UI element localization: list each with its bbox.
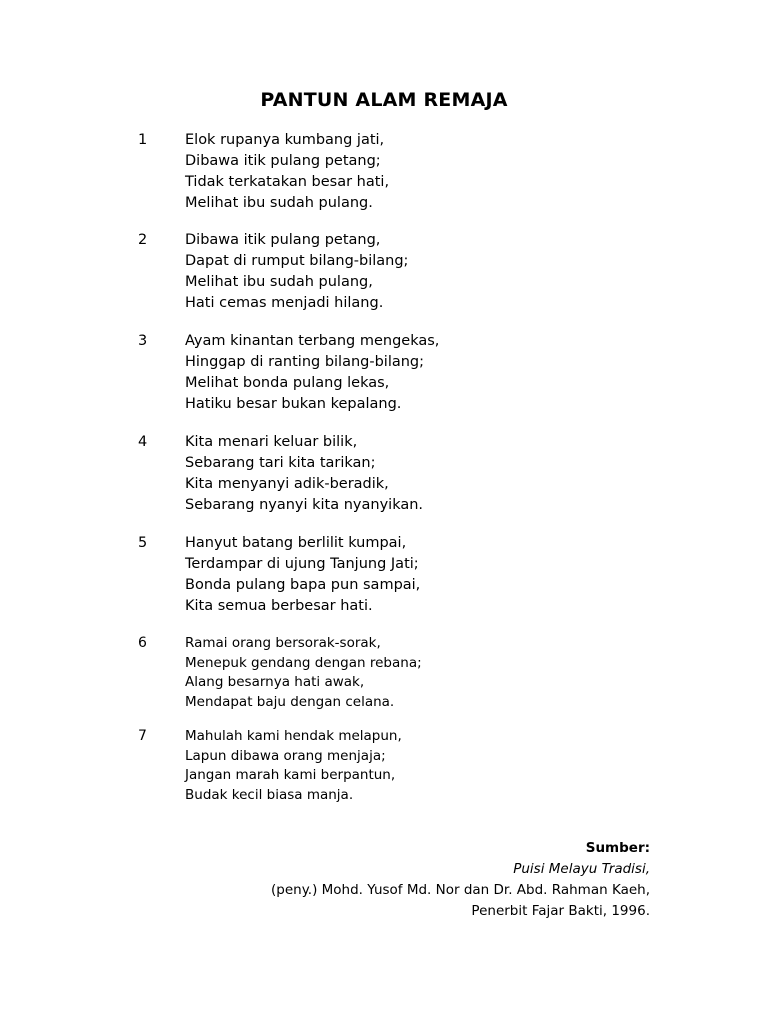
stanza-line: Melihat bonda pulang lekas, — [185, 375, 390, 391]
stanza-line: Kita menyanyi adik-beradik, — [185, 476, 389, 492]
stanza-line: Hanyut batang berlilit kumpai, — [185, 535, 407, 551]
stanza-line: Hati cemas menjadi hilang. — [185, 295, 384, 311]
stanza-number: 5 — [138, 535, 148, 551]
stanza-line: Ayam kinantan terbang mengekas, — [185, 333, 440, 349]
stanza-line: Dibawa itik pulang petang; — [185, 153, 381, 169]
source-book-title: Puisi Melayu Tradisi, — [513, 861, 650, 877]
stanza-line: Sebarang tari kita tarikan; — [185, 455, 376, 471]
stanza-line: Mendapat baju dengan celana. — [185, 693, 395, 710]
source-citation — [271, 838, 650, 922]
stanza-line: Bonda pulang bapa pun sampai, — [185, 577, 421, 593]
stanza-line: Hinggap di ranting bilang-bilang; — [185, 354, 425, 370]
stanza-line: Kita menari keluar bilik, — [185, 434, 358, 450]
stanza-line: Tidak terkatakan besar hati, — [185, 174, 390, 190]
stanza-line: Hatiku besar bukan kepalang. — [185, 396, 402, 412]
stanza-line: Mahulah kami hendak melapun, — [185, 728, 402, 744]
stanza-number: 6 — [138, 635, 147, 651]
stanza-line: Ramai orang bersorak-sorak, — [185, 635, 381, 651]
stanza-line: Jangan marah kami berpantun, — [185, 767, 396, 783]
stanza-line: Terdampar di ujung Tanjung Jati; — [185, 556, 419, 572]
stanza-line: Elok rupanya kumbang jati, — [185, 132, 385, 148]
stanza-line: Dapat di rumput bilang-bilang; — [185, 253, 409, 269]
stanza-number: 3 — [138, 333, 148, 349]
stanza-line: Budak kecil biasa manja. — [185, 786, 354, 803]
source-label: Sumber: — [585, 840, 650, 856]
stanza-line: Melihat ibu sudah pulang, — [185, 274, 373, 290]
stanza-line: Alang besarnya hati awak, — [185, 674, 365, 690]
stanza-line: Dibawa itik pulang petang, — [185, 232, 381, 248]
stanza-line: Menepuk gendang dengan rebana; — [185, 654, 422, 671]
stanza-number: 1 — [138, 132, 148, 148]
stanza-line: Melihat ibu sudah pulang. — [185, 195, 373, 211]
stanza-line: Sebarang nyanyi kita nyanyikan. — [185, 497, 424, 513]
stanza-line: Lapun dibawa orang menjaja; — [185, 747, 386, 764]
source-editors: (peny.) Mohd. Yusof Md. Nor dan Dr. Abd. Rahman Kaeh, — [271, 882, 650, 898]
source-publisher: Penerbit Fajar Bakti, 1996. — [471, 903, 650, 919]
page-title: PANTUN ALAM REMAJA — [260, 89, 508, 111]
stanza-number: 4 — [138, 434, 148, 450]
stanza-line: Kita semua berbesar hati. — [185, 598, 373, 614]
stanza-number: 2 — [138, 232, 148, 248]
stanza-number: 7 — [138, 728, 147, 744]
